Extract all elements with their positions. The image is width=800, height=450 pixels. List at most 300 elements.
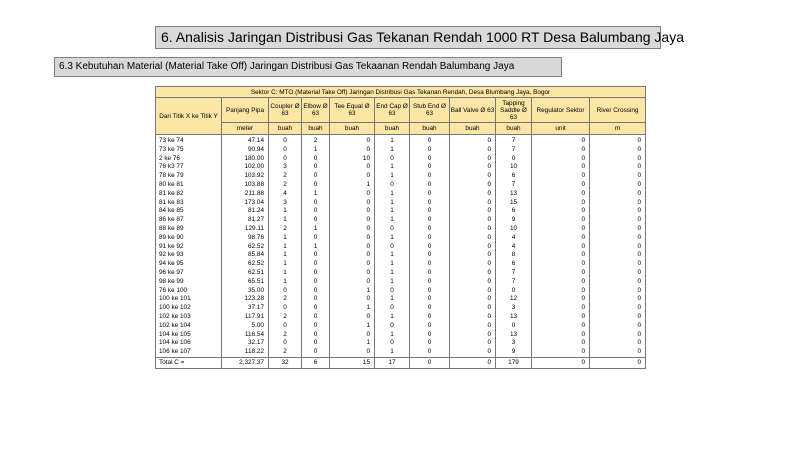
value-cell: 0	[450, 322, 496, 331]
value-cell: 10	[330, 155, 375, 164]
mto-table	[155, 86, 646, 369]
segment-cell: 98 ke 99	[156, 278, 222, 287]
value-cell: 15	[496, 199, 532, 208]
value-cell: 0	[450, 135, 496, 146]
header-regulator: Regulator Sektor	[532, 98, 590, 123]
value-cell: 0	[410, 172, 450, 181]
value-cell: 0	[590, 172, 646, 181]
value-cell: 10	[496, 163, 532, 172]
value-cell: 1	[375, 251, 410, 260]
value-cell: 0	[302, 348, 330, 357]
value-cell: 2	[269, 313, 302, 322]
value-cell: 0	[330, 348, 375, 357]
unit-cell: unit	[532, 123, 590, 135]
value-cell: 0	[269, 287, 302, 296]
value-cell: 1	[375, 313, 410, 322]
value-cell: 0	[330, 260, 375, 269]
table-row	[156, 225, 646, 234]
table-row	[156, 216, 646, 225]
value-cell: 0	[532, 313, 590, 322]
value-cell: 0	[302, 304, 330, 313]
segment-cell: 91 ke 92	[156, 243, 222, 252]
header-tapping-saddle: Tapping Saddle Ø 63	[496, 98, 532, 123]
unit-cell: buah	[450, 123, 496, 135]
unit-cell: buah	[496, 123, 532, 135]
value-cell: 0	[496, 322, 532, 331]
value-cell: 0	[410, 216, 450, 225]
total-row	[156, 357, 646, 368]
value-cell: 1	[375, 146, 410, 155]
value-cell: 0	[330, 278, 375, 287]
value-cell: 3	[496, 339, 532, 348]
value-cell: 0	[590, 269, 646, 278]
value-cell: 0	[410, 287, 450, 296]
value-cell: 1	[330, 322, 375, 331]
value-cell: 5.00	[222, 322, 269, 331]
value-cell: 62.52	[222, 243, 269, 252]
value-cell: 0	[450, 331, 496, 340]
value-cell: 0	[269, 155, 302, 164]
value-cell: 1	[302, 190, 330, 199]
value-cell: 2	[269, 331, 302, 340]
value-cell: 7	[496, 146, 532, 155]
value-cell: 0	[330, 331, 375, 340]
value-cell: 118.22	[222, 348, 269, 357]
value-cell: 0	[532, 135, 590, 146]
value-cell: 0	[532, 243, 590, 252]
value-cell: 2	[269, 295, 302, 304]
segment-cell: 94 ke 95	[156, 260, 222, 269]
unit-cell: buah	[375, 123, 410, 135]
table-row	[156, 243, 646, 252]
value-cell: 0	[590, 251, 646, 260]
value-cell: 0	[302, 260, 330, 269]
segment-cell: 86 ke 87	[156, 216, 222, 225]
segment-cell: 73 ke 75	[156, 146, 222, 155]
value-cell: 0	[450, 243, 496, 252]
value-cell: 0	[302, 269, 330, 278]
header-stub-end: Stub End Ø 63	[410, 98, 450, 123]
value-cell: 0	[410, 313, 450, 322]
value-cell: 0	[375, 339, 410, 348]
value-cell: 0	[330, 199, 375, 208]
value-cell: 0	[590, 135, 646, 146]
value-cell: 0	[532, 190, 590, 199]
value-cell: 0	[410, 181, 450, 190]
value-cell: 0	[450, 260, 496, 269]
value-cell: 1	[375, 331, 410, 340]
value-cell: 0	[269, 304, 302, 313]
value-cell: 0	[410, 322, 450, 331]
table-row	[156, 234, 646, 243]
value-cell: 0	[590, 348, 646, 357]
value-cell: 0	[532, 339, 590, 348]
value-cell: 3	[269, 163, 302, 172]
total-cell: 2,327.37	[222, 357, 269, 368]
value-cell: 13	[496, 190, 532, 199]
value-cell: 1	[269, 269, 302, 278]
value-cell: 0	[450, 304, 496, 313]
value-cell: 0	[410, 260, 450, 269]
segment-cell: 81 ke 82	[156, 190, 222, 199]
header-from-to: Dari Titik X ke Titik Y	[156, 98, 222, 135]
segment-cell: 104 ke 106	[156, 339, 222, 348]
header-pipe-length: Panjang Pipa	[222, 98, 269, 123]
table-row	[156, 287, 646, 296]
table-row	[156, 146, 646, 155]
value-cell: 0	[532, 348, 590, 357]
table-body	[156, 135, 646, 358]
value-cell: 0	[590, 216, 646, 225]
table-row	[156, 190, 646, 199]
value-cell: 0	[450, 172, 496, 181]
table-row	[156, 278, 646, 287]
value-cell: 0	[532, 260, 590, 269]
value-cell: 1	[375, 199, 410, 208]
value-cell: 2	[269, 225, 302, 234]
header-ball-valve: Ball Valve Ø 63	[450, 98, 496, 123]
value-cell: 0	[532, 304, 590, 313]
value-cell: 0	[590, 234, 646, 243]
segment-cell: 81 ke 83	[156, 199, 222, 208]
table-row	[156, 163, 646, 172]
value-cell: 0	[302, 278, 330, 287]
value-cell: 1	[302, 243, 330, 252]
subsection-title: 6.3 Kebutuhan Material (Material Take Off) Jaringan Distribusi Gas Tekaanan Rendah Balumbang Jaya	[54, 57, 562, 77]
section-title: 6. Analisis Jaringan Distribusi Gas Tekanan Rendah 1000 RT Desa Balumbang Jaya	[155, 26, 661, 49]
total-label: Total C =	[156, 357, 222, 368]
header-tee-equal: Tee Equal Ø 63	[330, 98, 375, 123]
value-cell: 0	[590, 146, 646, 155]
value-cell: 0	[302, 172, 330, 181]
value-cell: 0	[410, 225, 450, 234]
value-cell: 81.27	[222, 216, 269, 225]
segment-cell: 104 ke 105	[156, 331, 222, 340]
value-cell: 0	[330, 234, 375, 243]
value-cell: 0	[269, 322, 302, 331]
value-cell: 0	[450, 295, 496, 304]
unit-cell: buah	[269, 123, 302, 135]
value-cell: 0	[450, 348, 496, 357]
value-cell: 0	[590, 278, 646, 287]
value-cell: 7	[496, 181, 532, 190]
value-cell: 1	[375, 295, 410, 304]
value-cell: 0	[375, 155, 410, 164]
value-cell: 3	[496, 304, 532, 313]
segment-cell: 88 ke 89	[156, 225, 222, 234]
value-cell: 0	[330, 207, 375, 216]
value-cell: 1	[269, 234, 302, 243]
value-cell: 102.00	[222, 163, 269, 172]
value-cell: 1	[375, 163, 410, 172]
value-cell: 85.84	[222, 251, 269, 260]
value-cell: 0	[532, 322, 590, 331]
value-cell: 0	[532, 207, 590, 216]
value-cell: 0	[450, 225, 496, 234]
value-cell: 0	[410, 135, 450, 146]
value-cell: 0	[590, 163, 646, 172]
segment-cell: 84 ke 85	[156, 207, 222, 216]
value-cell: 0	[330, 146, 375, 155]
value-cell: 0	[302, 322, 330, 331]
value-cell: 0	[410, 243, 450, 252]
value-cell: 10	[496, 225, 532, 234]
value-cell: 0	[302, 295, 330, 304]
table-row	[156, 348, 646, 357]
value-cell: 0	[590, 155, 646, 164]
value-cell: 0	[450, 155, 496, 164]
value-cell: 1	[302, 225, 330, 234]
value-cell: 103.92	[222, 172, 269, 181]
value-cell: 0	[375, 304, 410, 313]
table-row	[156, 155, 646, 164]
value-cell: 0	[450, 339, 496, 348]
segment-cell: 80 ke 81	[156, 181, 222, 190]
total-cell: 0	[532, 357, 590, 368]
value-cell: 0	[330, 243, 375, 252]
value-cell: 0	[410, 207, 450, 216]
value-cell: 0	[330, 225, 375, 234]
segment-cell: 102 ke 103	[156, 313, 222, 322]
value-cell: 1	[375, 348, 410, 357]
value-cell: 0	[410, 146, 450, 155]
unit-cell: buah	[302, 123, 330, 135]
segment-cell: 76 k3 77	[156, 163, 222, 172]
value-cell: 117.91	[222, 313, 269, 322]
value-cell: 0	[330, 172, 375, 181]
header-elbow: Elbow Ø 63	[302, 98, 330, 123]
value-cell: 0	[410, 331, 450, 340]
value-cell: 65.51	[222, 278, 269, 287]
value-cell: 0	[450, 269, 496, 278]
value-cell: 1	[330, 304, 375, 313]
value-cell: 0	[269, 135, 302, 146]
value-cell: 1	[269, 207, 302, 216]
value-cell: 0	[330, 313, 375, 322]
value-cell: 0	[590, 207, 646, 216]
segment-cell: 2 ke 76	[156, 155, 222, 164]
value-cell: 1	[269, 243, 302, 252]
value-cell: 9	[496, 216, 532, 225]
value-cell: 0	[450, 234, 496, 243]
unit-cell: m	[590, 123, 646, 135]
value-cell: 0	[302, 181, 330, 190]
value-cell: 1	[330, 181, 375, 190]
value-cell: 0	[410, 348, 450, 357]
value-cell: 2	[269, 348, 302, 357]
value-cell: 0	[302, 313, 330, 322]
value-cell: 0	[590, 243, 646, 252]
value-cell: 6	[496, 207, 532, 216]
value-cell: 0	[590, 181, 646, 190]
value-cell: 0	[590, 313, 646, 322]
table-row	[156, 295, 646, 304]
value-cell: 32.17	[222, 339, 269, 348]
value-cell: 6	[496, 172, 532, 181]
total-cell: 17	[375, 357, 410, 368]
value-cell: 0	[410, 155, 450, 164]
value-cell: 129.11	[222, 225, 269, 234]
segment-cell: 73 ke 74	[156, 135, 222, 146]
value-cell: 0	[450, 163, 496, 172]
value-cell: 0	[532, 163, 590, 172]
value-cell: 1	[375, 172, 410, 181]
value-cell: 0	[302, 163, 330, 172]
value-cell: 1	[269, 260, 302, 269]
value-cell: 0	[590, 322, 646, 331]
segment-cell: 106 ke 107	[156, 348, 222, 357]
table-row	[156, 313, 646, 322]
table-row	[156, 269, 646, 278]
total-cell: 32	[269, 357, 302, 368]
value-cell: 1	[302, 146, 330, 155]
value-cell: 4	[496, 243, 532, 252]
value-cell: 0	[302, 287, 330, 296]
value-cell: 0	[532, 172, 590, 181]
value-cell: 180.00	[222, 155, 269, 164]
value-cell: 98.76	[222, 234, 269, 243]
value-cell: 2	[302, 135, 330, 146]
table-row	[156, 339, 646, 348]
value-cell: 0	[590, 260, 646, 269]
table-row	[156, 304, 646, 313]
table-row	[156, 172, 646, 181]
value-cell: 0	[532, 331, 590, 340]
value-cell: 0	[532, 278, 590, 287]
value-cell: 47.14	[222, 135, 269, 146]
value-cell: 0	[590, 295, 646, 304]
total-cell: 0	[450, 357, 496, 368]
table-row	[156, 251, 646, 260]
value-cell: 116.54	[222, 331, 269, 340]
value-cell: 81.24	[222, 207, 269, 216]
value-cell: 0	[330, 135, 375, 146]
table-row	[156, 181, 646, 190]
value-cell: 0	[590, 199, 646, 208]
unit-cell: meter	[222, 123, 269, 135]
value-cell: 0	[330, 163, 375, 172]
value-cell: 0	[450, 146, 496, 155]
value-cell: 7	[496, 135, 532, 146]
segment-cell: 100 ke 102	[156, 304, 222, 313]
value-cell: 0	[330, 216, 375, 225]
segment-cell: 102 ke 104	[156, 322, 222, 331]
value-cell: 0	[590, 304, 646, 313]
value-cell: 0	[450, 190, 496, 199]
table-row	[156, 260, 646, 269]
value-cell: 8	[496, 251, 532, 260]
value-cell: 1	[269, 216, 302, 225]
value-cell: 211.88	[222, 190, 269, 199]
value-cell: 1	[375, 278, 410, 287]
value-cell: 0	[375, 181, 410, 190]
value-cell: 0	[590, 331, 646, 340]
value-cell: 0	[302, 207, 330, 216]
value-cell: 0	[330, 269, 375, 278]
value-cell: 1	[375, 207, 410, 216]
value-cell: 13	[496, 313, 532, 322]
total-cell: 0	[410, 357, 450, 368]
value-cell: 0	[450, 216, 496, 225]
value-cell: 0	[532, 155, 590, 164]
value-cell: 0	[590, 339, 646, 348]
value-cell: 2	[269, 181, 302, 190]
value-cell: 0	[450, 313, 496, 322]
value-cell: 0	[302, 199, 330, 208]
value-cell: 0	[302, 234, 330, 243]
value-cell: 0	[410, 163, 450, 172]
value-cell: 0	[590, 287, 646, 296]
value-cell: 0	[532, 146, 590, 155]
table-row	[156, 331, 646, 340]
value-cell: 1	[375, 269, 410, 278]
value-cell: 7	[496, 278, 532, 287]
value-cell: 0	[330, 190, 375, 199]
value-cell: 0	[532, 225, 590, 234]
value-cell: 0	[302, 331, 330, 340]
segment-cell: 76 ke 100	[156, 287, 222, 296]
value-cell: 0	[410, 339, 450, 348]
total-cell: 179	[496, 357, 532, 368]
value-cell: 0	[410, 304, 450, 313]
value-cell: 0	[269, 146, 302, 155]
value-cell: 103.88	[222, 181, 269, 190]
value-cell: 35.00	[222, 287, 269, 296]
value-cell: 0	[410, 199, 450, 208]
value-cell: 1	[375, 260, 410, 269]
value-cell: 0	[532, 295, 590, 304]
value-cell: 0	[302, 216, 330, 225]
value-cell: 0	[269, 339, 302, 348]
value-cell: 3	[269, 199, 302, 208]
value-cell: 0	[496, 155, 532, 164]
segment-cell: 78 ke 79	[156, 172, 222, 181]
mto-table-container	[155, 86, 645, 369]
value-cell: 0	[375, 322, 410, 331]
value-cell: 0	[532, 234, 590, 243]
total-cell: 6	[302, 357, 330, 368]
value-cell: 0	[410, 278, 450, 287]
segment-cell: 89 ke 90	[156, 234, 222, 243]
value-cell: 4	[496, 234, 532, 243]
value-cell: 1	[330, 287, 375, 296]
value-cell: 0	[450, 287, 496, 296]
value-cell: 4	[269, 190, 302, 199]
value-cell: 0	[330, 251, 375, 260]
value-cell: 0	[375, 225, 410, 234]
value-cell: 1	[330, 339, 375, 348]
value-cell: 62.51	[222, 269, 269, 278]
table-caption: Sektor C: MTO (Material Take Off) Jaringan Distribusi Gas Tekanan Rendah, Desa Blumbang Jaya, Bogor	[156, 87, 646, 98]
value-cell: 0	[532, 269, 590, 278]
value-cell: 1	[269, 278, 302, 287]
value-cell: 0	[496, 287, 532, 296]
segment-cell: 92 ke 93	[156, 251, 222, 260]
value-cell: 0	[330, 295, 375, 304]
table-row	[156, 322, 646, 331]
value-cell: 0	[450, 207, 496, 216]
value-cell: 0	[532, 251, 590, 260]
table-row	[156, 207, 646, 216]
total-cell: 0	[590, 357, 646, 368]
value-cell: 0	[410, 190, 450, 199]
value-cell: 90.94	[222, 146, 269, 155]
value-cell: 0	[302, 251, 330, 260]
value-cell: 2	[269, 172, 302, 181]
value-cell: 62.52	[222, 260, 269, 269]
value-cell: 0	[590, 190, 646, 199]
value-cell: 0	[532, 287, 590, 296]
